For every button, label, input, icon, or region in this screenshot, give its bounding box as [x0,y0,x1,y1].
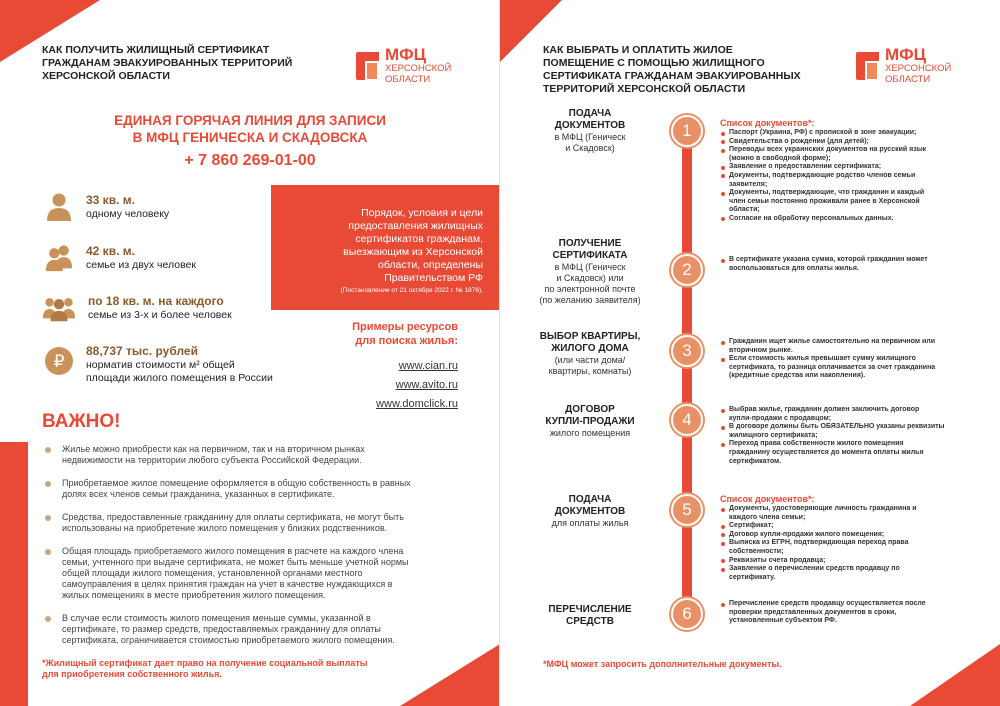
hotline-block [60,112,440,170]
right-title: КАК ВЫБРАТЬ И ОПЛАТИТЬ ЖИЛОЕ ПОМЕЩЕНИЕ С ПОМОЩЬЮ ЖИЛИЩНОГО СЕРТИФИКАТА ГРАЖДАНАМ ЭВАКУИРОВАННЫХ ТЕРРИТОРИЙ ХЕРСОНСКОЙ ОБЛАСТИ [543,44,801,95]
list-item: Если стоимость жилья превышает сумму жилищного сертификата, то разница оплачивается за счет гражданина (кредитные средства или накопления). [720,355,950,381]
step-1-description: Список документов*: Паспорт (Украина, РФ) с пропиской в зоне эвакуации; Свидетельства о рождении (для детей); Переводы всех украинских документов на русский язык (можно в свободной форме); Заявление о предоставлении сертификата; Документы, подтверждающие родство членов семьи заявителя; Документы, подтверждающие, что гражданин и каждый член семьи постоянно проживали ранее в Херсонской области; Согласие на обработку персональных данных. [720,118,950,224]
housing-resources: Примеры ресурсов для поиска жилья: www.cian.ru www.avito.ru www.domclick.ru [320,320,458,410]
step-5-title: ПОДАЧА ДОКУМЕНТОВ для оплаты жилья [551,494,629,528]
step-4-title: ДОГОВОР КУПЛИ-ПРОДАЖИ жилого помещения [545,404,635,438]
list-item: Переводы всех украинских документов на русский язык (можно в свободной форме); [720,146,950,163]
stat-one-person: 33 кв. м. одному человеку [44,192,169,222]
list-item: Средства, предоставленные гражданину для оплаты сертификата, не могут быть использованы на приобретение жилого помещения у близких родственников. [42,512,462,534]
link-domclick[interactable]: www.domclick.ru [376,398,458,410]
step-4-description [720,406,950,466]
mfc-logo-icon [856,50,880,82]
list-item: В договоре должны быть ОБЯЗАТЕЛЬНО указаны реквизиты жилищного сертификата; [720,423,950,440]
link-cian[interactable]: www.cian.ru [398,360,458,372]
step-5-number: 5 [671,494,703,526]
list-item: Договор купли-продажи жилого помещения; [720,531,950,540]
right-page [500,0,1000,706]
list-item: Свидетельства о рождении (для детей); [720,138,950,147]
list-item: Переход права собственности жилого помещения гражданину осуществляется до момента оплаты жилья сертификатом. [720,440,950,466]
step-6-number: 6 [671,598,703,630]
list-item: Заявление о перечислении средств продавцу по сертификату. [720,565,950,582]
step-5-description: Список документов*: Документы, удостоверяющие личность гражданина и каждого члена семьи; Сертификат; Договор купли-продажи жилого помещения; Выписка из ЕГРН, подтверждающая переход права собственности; Реквизиты счета продавца; Заявление о перечислении средств продавцу по сертификату. [720,494,950,582]
logo-sub: ОБЛАСТИ [885,74,931,85]
list-item: Документы, подтверждающие, что гражданин и каждый член семьи постоянно проживали ранее в Херсонской области; [720,189,950,215]
left-footnote: *Жилищный сертификат дает право на получение социальной выплаты для приобретения собственного жилья. [42,658,368,679]
list-item: Общая площадь приобретаемого жилого помещения в расчете на каждого члена семьи, учтенного при выдаче сертификата, не может быть меньше учетной нормы общей площади жилого помещения, установленной органами местного самоуправления в целях принятия граждан на учет в качестве нуждающихся в жилых помещениях в месте приобретения жилого помещения. [42,546,462,601]
logo-sub: ХЕРСОНСКОЙ [385,63,452,74]
stat-three-people: по 18 кв. м. на каждого семье из 3-х и более человек [42,293,232,323]
mfc-logo-icon [356,50,380,82]
list-item: В сертификате указана сумма, которой гражданин может воспользоваться для оплаты жилья. [720,256,950,273]
stat-two-people: 42 кв. м. семье из двух человек [44,243,196,273]
mfc-logo [356,46,451,85]
right-footnote: *МФЦ может запросить дополнительные документы. [543,659,782,669]
two-people-icon [44,243,74,273]
step-2-title: ПОЛУЧЕНИЕ СЕРТИФИКАТА в МФЦ (Геническ и Скадовск) или по электронной почте (по желанию заявителя) [539,238,641,305]
link-avito[interactable]: www.avito.ru [395,379,458,391]
step-3-number: 3 [671,335,703,367]
ruble-icon [44,346,74,376]
step-4-number: 4 [671,404,703,436]
list-item: Приобретаемое жилое помещение оформляется в общую собственность в равных долях всех членов семьи гражданина, указанных в сертификате. [42,478,462,500]
legal-basis-box: Порядок, условия и цели предоставления жилищных сертификатов гражданам, выезжающим из Херсонской области, определены Правительством РФ (Постановление от 21 октября 2022 г. № 1876). [271,185,499,310]
list-item: Гражданин ищет жилье самостоятельно на первичном или вторичном рынке. [720,338,950,355]
list-item: Выписка из ЕГРН, подтверждающая переход права собственности; [720,539,950,556]
step-6-description [720,600,950,626]
list-item: Реквизиты счета продавца; [720,557,950,566]
step-1-number: 1 [671,115,703,147]
step-3-title: ВЫБОР КВАРТИРЫ, ЖИЛОГО ДОМА (или части дома/ квартиры, комнаты) [539,331,641,376]
person-icon [44,192,74,222]
list-item: Жилье можно приобрести как на первичном, так и на вторичном рынках недвижимости на территории любого субъекта Российской Федерации. [42,444,462,466]
left-title: КАК ПОЛУЧИТЬ ЖИЛИЩНЫЙ СЕРТИФИКАТ ГРАЖДАНАМ ЭВАКУИРОВАННЫХ ТЕРРИТОРИЙ ХЕРСОНСКОЙ ОБЛАСТИ [42,44,293,82]
group-icon [42,293,76,323]
logo-name: МФЦ [885,45,927,64]
hotline-phone[interactable]: + 7 860 269-01-00 [184,152,316,169]
list-item: Документы, подтверждающие родство членов семьи заявителя; [720,172,950,189]
list-item: Согласие на обработку персональных данных. [720,215,950,224]
list-item: Паспорт (Украина, РФ) с пропиской в зоне эвакуации; [720,129,950,138]
svg-text:₽: ₽ [53,352,65,372]
step-2-number: 2 [671,254,703,286]
important-heading: ВАЖНО! [42,411,121,432]
corner-decoration [910,644,1000,706]
list-item: Сертификат; [720,522,950,531]
hotline-title: В МФЦ ГЕНИЧЕСКА И СКАДОВСКА [132,130,368,145]
logo-sub: ХЕРСОНСКОЙ [885,63,952,74]
stat-price: ₽ 88,737 тыс. рублей норматив стоимости м² общей площади жилого помещения в России [44,344,273,385]
logo-sub: ОБЛАСТИ [385,74,431,85]
list-item: Выбрав жилье, гражданин должен заключить договор купли-продажи с продавцом; [720,406,950,423]
list-item: Перечисление средств продавцу осуществляется после проверки представленных документов в сроки, установленные субъектом РФ. [720,600,950,626]
side-bar-decoration [0,442,28,706]
mfc-logo [856,46,951,85]
important-list [42,444,462,658]
timeline-line [682,125,692,625]
list-item: В случае если стоимость жилого помещения меньше суммы, указанной в сертификате, то размер средств, предоставляемых гражданину для оплаты сертификата, ограничивается стоимостью приобретаемого жилого помещения. [42,613,462,646]
step-6-title: ПЕРЕЧИСЛЕНИЕ СРЕДСТВ [548,604,632,627]
list-item: Заявление о предоставлении сертификата; [720,163,950,172]
step-1-title: ПОДАЧА ДОКУМЕНТОВ в МФЦ (Геническ и Скадовск) [554,108,626,153]
logo-name: МФЦ [385,45,427,64]
hotline-title: ЕДИНАЯ ГОРЯЧАЯ ЛИНИЯ ДЛЯ ЗАПИСИ [114,113,386,128]
list-item: Документы, удостоверяющие личность гражданина и каждого члена семьи; [720,505,950,522]
step-3-description [720,338,950,381]
step-2-description [720,256,950,273]
